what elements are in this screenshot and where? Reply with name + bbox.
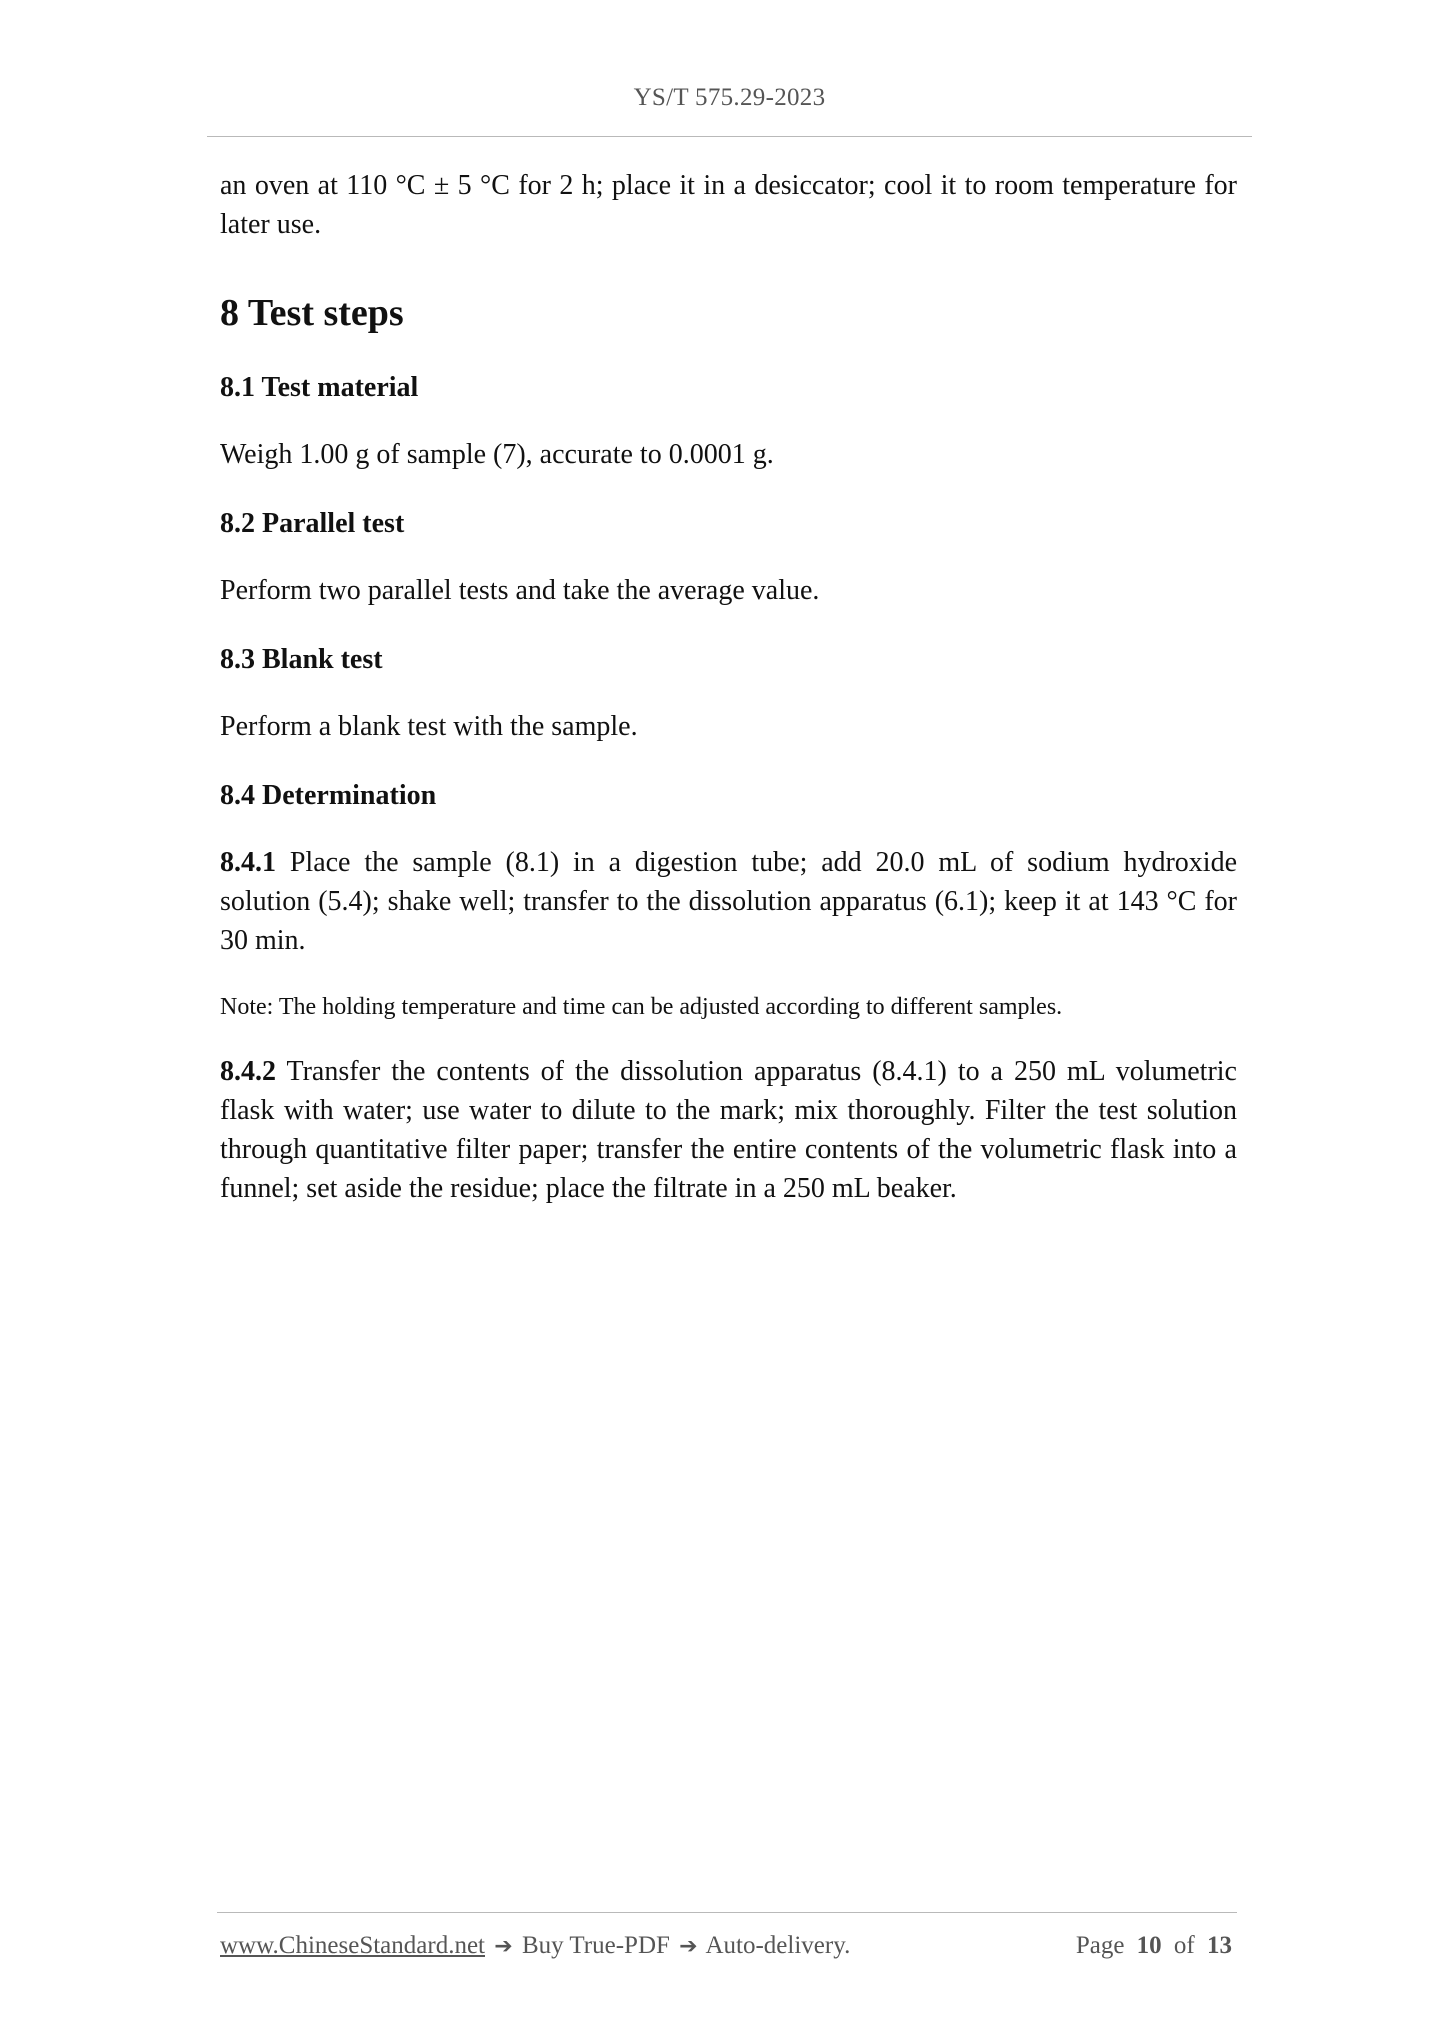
paragraph-8-3: Perform a blank test with the sample. bbox=[220, 711, 638, 742]
auto-delivery-text: Auto-delivery. bbox=[705, 1932, 851, 1959]
footer-promo bbox=[220, 1932, 850, 1960]
arrow-right-icon: ➔ bbox=[494, 1934, 513, 1959]
paragraph-8-4-1 bbox=[220, 843, 1237, 960]
paragraph-8-4-2 bbox=[220, 1052, 1237, 1208]
arrow-right-icon: ➔ bbox=[679, 1934, 698, 1959]
page-indicator bbox=[1076, 1932, 1232, 1960]
clause-number-8-4-2: 8.4.2 bbox=[220, 1056, 276, 1087]
page-label: Page bbox=[1075, 1932, 1125, 1959]
subsection-heading-8-4: 8.4 Determination bbox=[220, 780, 437, 811]
page-of-label: of bbox=[1173, 1932, 1195, 1959]
buy-true-pdf-text: Buy True-PDF bbox=[521, 1932, 670, 1959]
header-divider bbox=[207, 136, 1252, 137]
document-number-header: YS/T 575.29-2023 bbox=[633, 84, 826, 111]
page-footer bbox=[220, 1932, 1232, 1960]
paragraph-8-1: Weigh 1.00 g of sample (7), accurate to 0.0001 g. bbox=[220, 439, 774, 470]
continued-paragraph: an oven at 110 °C ± 5 °C for 2 h; place it in a desiccator; cool it to room temperature for later use. bbox=[220, 170, 1237, 240]
page-total: 13 bbox=[1207, 1932, 1232, 1959]
footer-divider bbox=[217, 1912, 1237, 1913]
page-current: 10 bbox=[1136, 1932, 1162, 1959]
subsection-heading-8-2: 8.2 Parallel test bbox=[220, 508, 405, 539]
subsection-heading-8-1: 8.1 Test material bbox=[220, 372, 419, 403]
section-heading-test-steps: 8 Test steps bbox=[220, 292, 404, 334]
paragraph-8-2: Perform two parallel tests and take the average value. bbox=[220, 575, 820, 606]
clause-text-8-4-2: Transfer the contents of the dissolution apparatus (8.4.1) to a 250 mL volumetric flask with water; use water to dilute to the mark; mix thoroughly. Filter the test solution through quantitative filter paper; transfer the entire contents of the volumetric flask into a funnel; set aside the residue; place the filtrate in a 250 mL beaker. bbox=[220, 1056, 1237, 1204]
note-text: Note: The holding temperature and time can be adjusted according to different samples. bbox=[220, 994, 1063, 1020]
subsection-heading-8-3: 8.3 Blank test bbox=[220, 644, 383, 675]
clause-text-8-4-1: Place the sample (8.1) in a digestion tube; add 20.0 mL of sodium hydroxide solution (5.4); shake well; transfer to the dissolution apparatus (6.1); keep it at 143 °C for 30 min. bbox=[220, 847, 1237, 956]
clause-number-8-4-1: 8.4.1 bbox=[220, 847, 276, 878]
page-content bbox=[220, 166, 1237, 1208]
site-link[interactable]: www.ChineseStandard.net bbox=[220, 1932, 485, 1959]
